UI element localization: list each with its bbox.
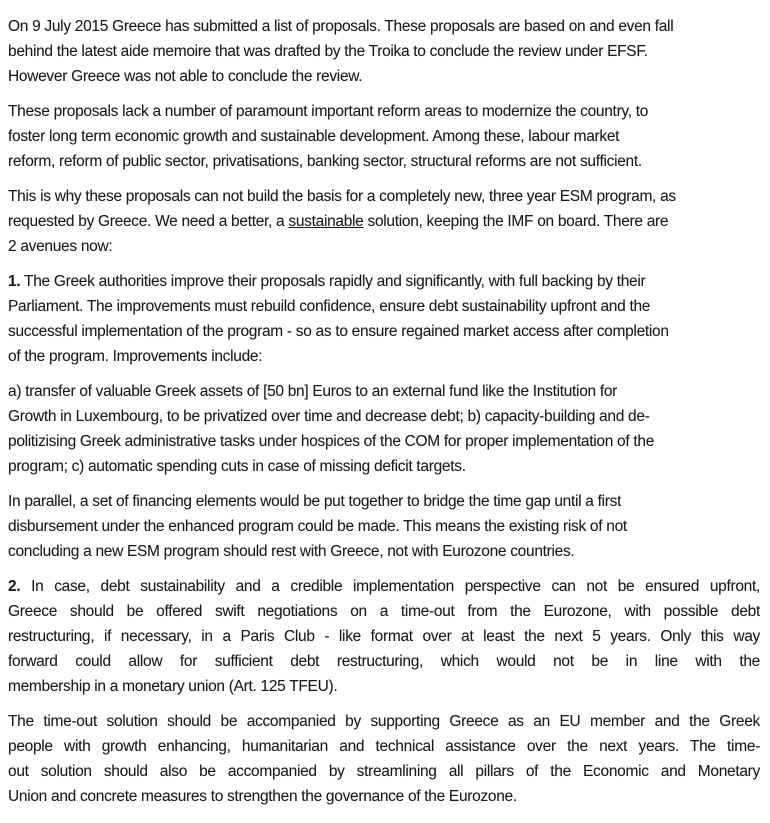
text-line: out solution should also be accompanied by streamlining all pillars of the Economic and Monetary xyxy=(8,763,760,780)
text-segment: The Greek authorities improve their proposals rapidly and significantly, with full backing by their xyxy=(20,273,646,290)
text-line: successful implementation of the program - so as to ensure regained market access after completion xyxy=(8,323,669,340)
paragraph-two-avenues xyxy=(8,184,760,259)
text-line: restructuring, if necessary, in a Paris Club - like format over at least the next 5 years. Only this way xyxy=(8,628,760,645)
text-line: membership in a monetary union (Art. 125 TFEU). xyxy=(8,678,338,695)
underlined-term: sustainable xyxy=(288,213,364,230)
text-line: The time-out solution should be accompanied by supporting Greece as an EU member and the Greek xyxy=(8,713,760,730)
text-line: forward could allow for sufficient debt restructuring, which would not be in line with the xyxy=(8,653,760,670)
list-number-bold: 1. xyxy=(8,273,21,290)
text-line: Growth in Luxembourg, to be privatized over time and decrease debt; b) capacity-building and de- xyxy=(8,408,650,425)
text-line: concluding a new ESM program should rest with Greece, not with Eurozone countries. xyxy=(8,543,575,560)
text-line: In parallel, a set of financing elements would be put together to bridge the time gap until a first xyxy=(8,493,622,510)
list-number-bold: 2. xyxy=(8,578,21,595)
text-segment: solution, keeping the IMF on board. There are xyxy=(363,213,669,230)
paragraph-avenue-1 xyxy=(8,269,760,369)
paragraph-reform-gaps xyxy=(8,99,760,174)
text-line: people with growth enhancing, humanitarian and technical assistance over the next years. The time- xyxy=(8,738,760,755)
text-line: of the program. Improvements include: xyxy=(8,348,263,365)
text-line xyxy=(8,269,760,294)
text-segment: In case, debt sustainability and a credible implementation perspective can not be ensured upfront, xyxy=(20,578,760,595)
text-line: This is why these proposals can not build the basis for a completely new, three year ESM program, as xyxy=(8,188,676,205)
paragraph-avenue-2-timeout xyxy=(8,574,760,699)
text-line: politizising Greek administrative tasks under hospices of the COM for proper implementation of the xyxy=(8,433,655,450)
paragraph-improvements-abc xyxy=(8,379,760,479)
text-line: 2 avenues now: xyxy=(8,238,113,255)
text-line: reform, reform of public sector, privatisations, banking sector, structural reforms are not sufficient. xyxy=(8,153,642,170)
text-line: These proposals lack a number of paramount important reform areas to modernize the country, to xyxy=(8,103,649,120)
text-line: However Greece was not able to conclude the review. xyxy=(8,68,363,85)
text-line: behind the latest aide memoire that was drafted by the Troika to conclude the review under EFSF. xyxy=(8,43,648,60)
paragraph-bridge-financing xyxy=(8,489,760,564)
text-segment: requested by Greece. We need a better, a xyxy=(8,213,289,230)
text-line: a) transfer of valuable Greek assets of [50 bn] Euros to an external fund like the Institution for xyxy=(8,383,618,400)
text-line: Parliament. The improvements must rebuild confidence, ensure debt sustainability upfront and the xyxy=(8,298,651,315)
text-line xyxy=(8,209,760,234)
paragraph-timeout-support xyxy=(8,709,760,809)
text-line: program; c) automatic spending cuts in case of missing deficit targets. xyxy=(8,458,466,475)
text-line: Greece should be offered swift negotiations on a time-out from the Eurozone, with possible debt xyxy=(8,603,760,620)
text-line: disbursement under the enhanced program could be made. This means the existing risk of not xyxy=(8,518,627,535)
text-line xyxy=(8,574,760,599)
text-line: Union and concrete measures to strengthen the governance of the Eurozone. xyxy=(8,788,517,805)
text-line: foster long term economic growth and sustainable development. Among these, labour market xyxy=(8,128,620,145)
text-line: On 9 July 2015 Greece has submitted a list of proposals. These proposals are based on and even fall xyxy=(8,18,674,35)
paragraph-intro xyxy=(8,14,760,89)
